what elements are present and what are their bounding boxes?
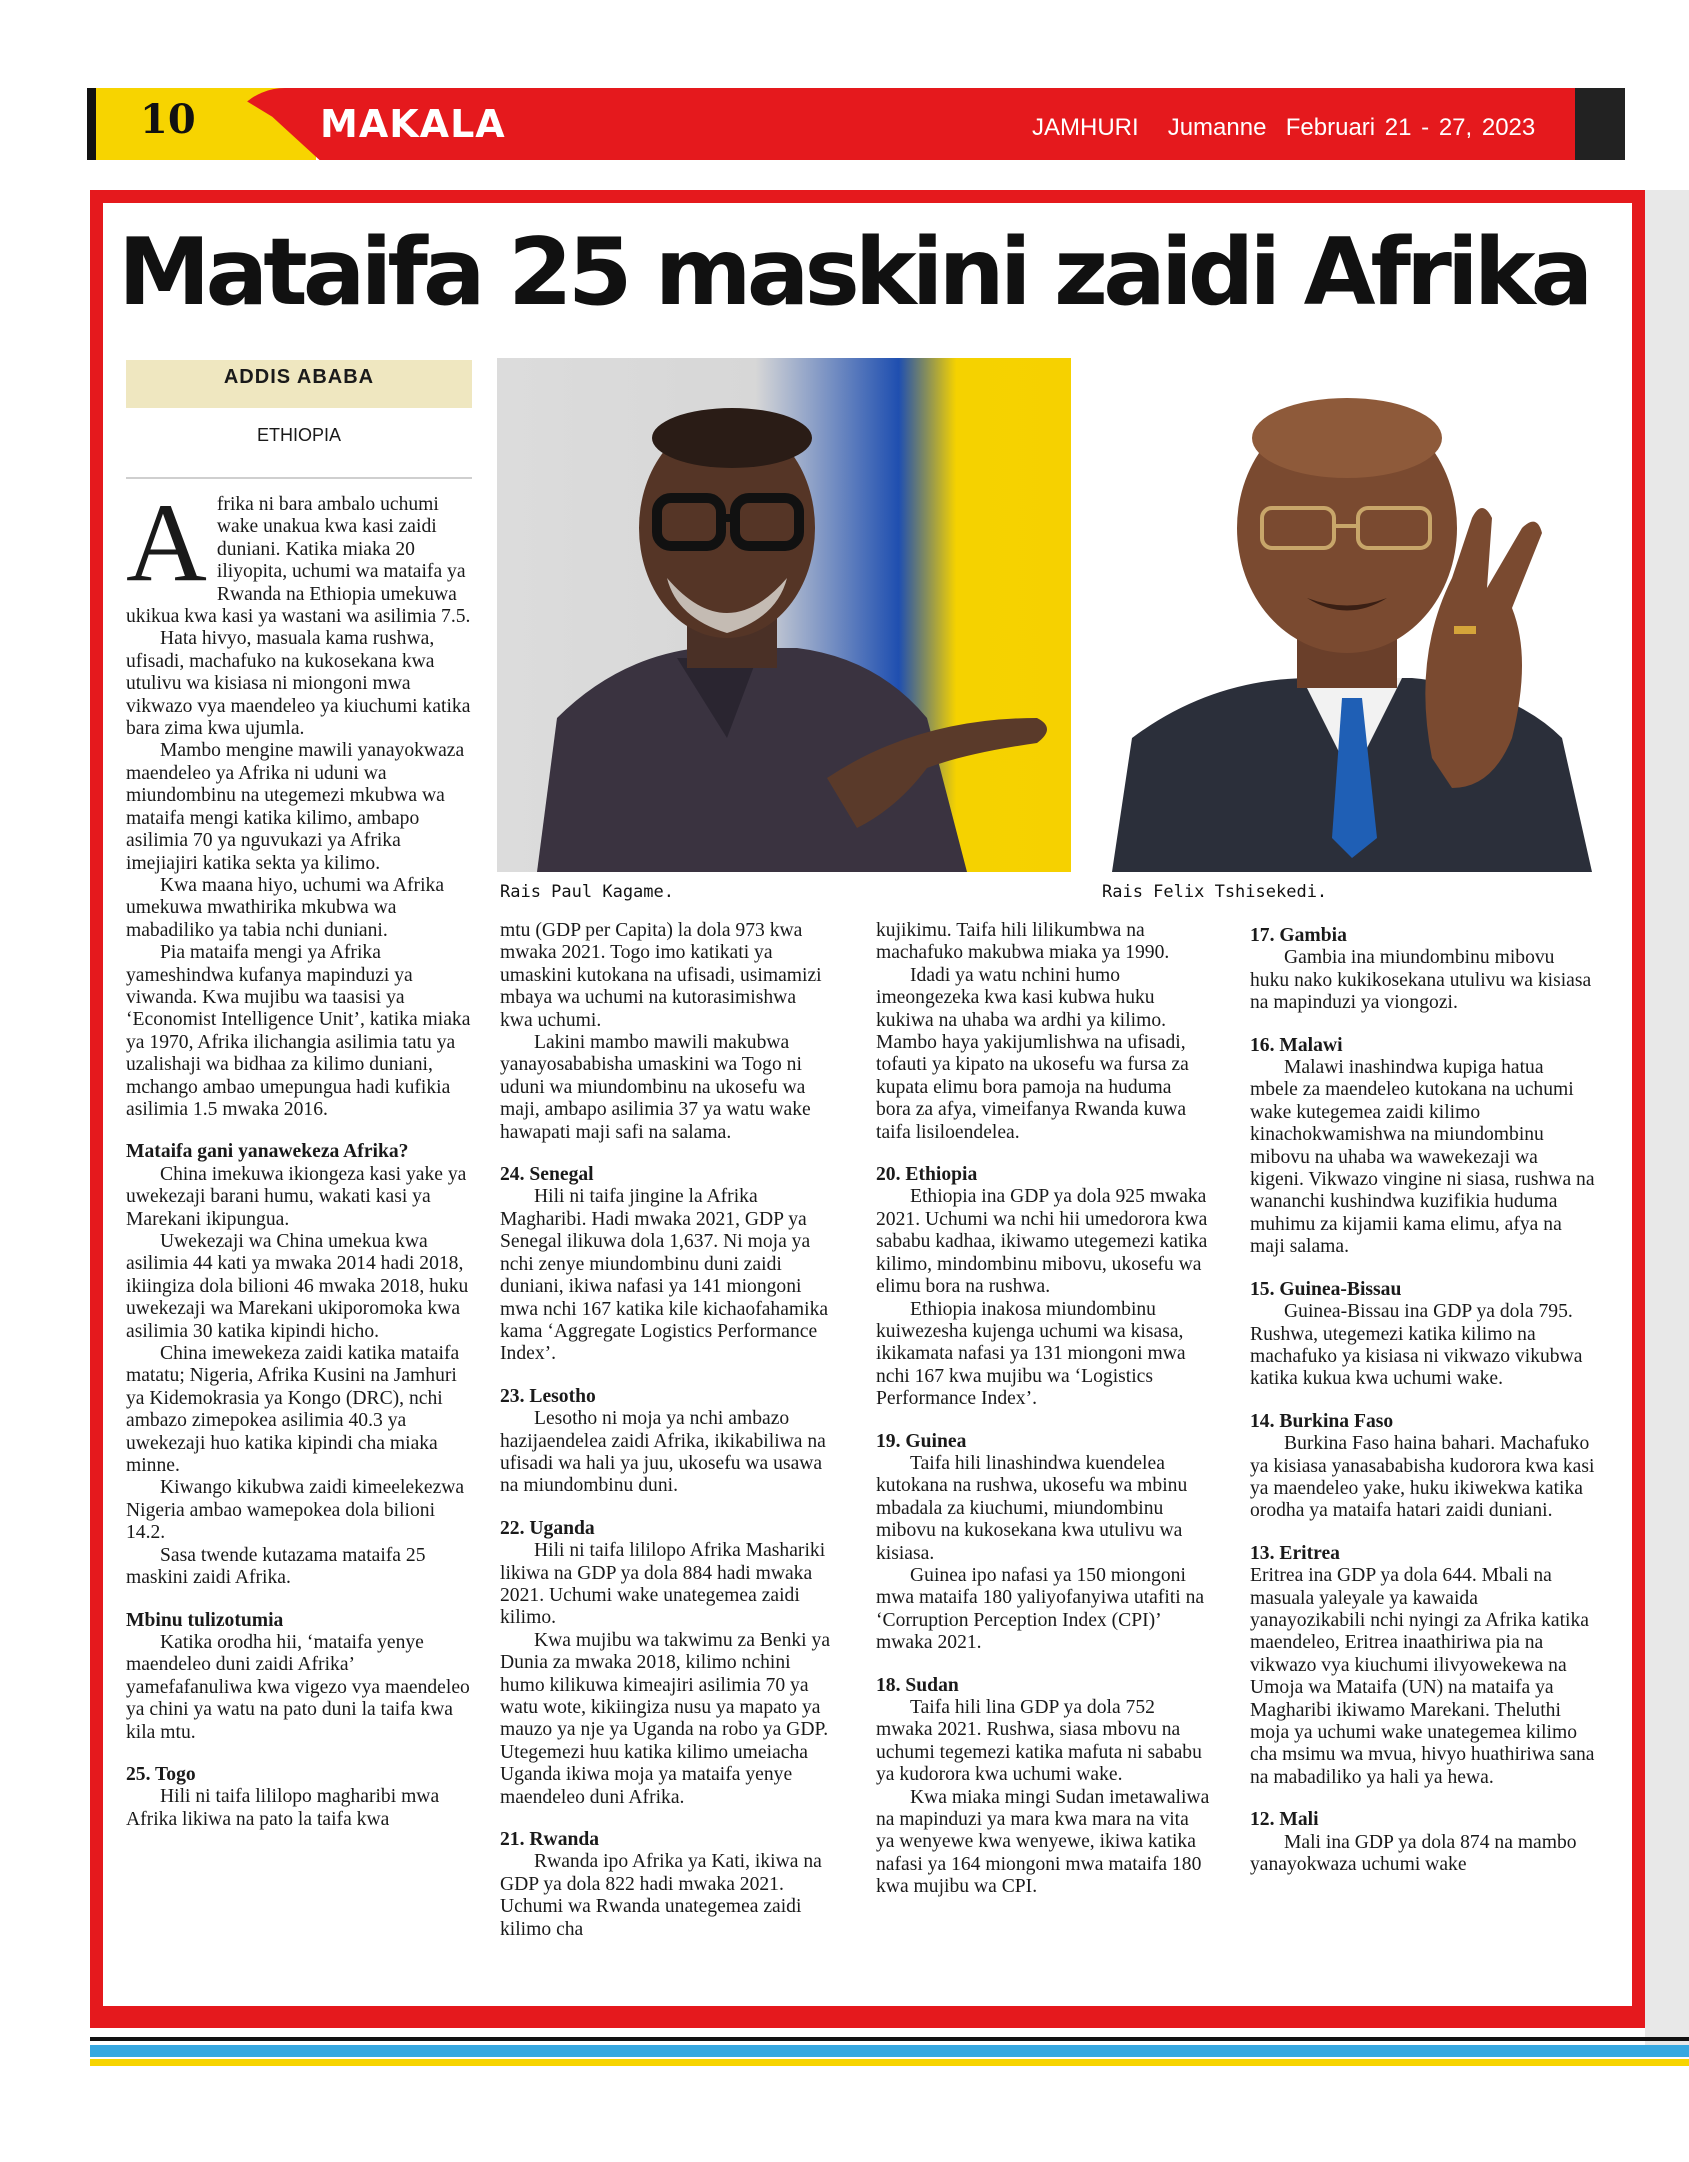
subheading: Mataifa gani yanawekeza Afrika?	[126, 1141, 409, 1163]
headline: Mataifa 25 maskini zaidi Afrika	[118, 218, 1589, 326]
issue-day: Jumanne	[1167, 114, 1267, 141]
subheading: 12. Mali	[1250, 1809, 1319, 1831]
paragraph: Hili ni taifa jingine la Afrika Magharibi. Hadi mwaka 2021, GDP ya Senegal ilikuwa dola 1,637. Ni moja ya nchi zenye miundombinu duni zaidi duniani, ikiwa nafasi ya 141 miongoni mwa nchi 167 katika kile kichaofahamika kama ‘Aggregate Logistics Performance Index’.	[500, 1186, 829, 1365]
paragraph: Gambia ina miundombinu mibovu huku nako kukikosekana utulivu wa kisiasa na mapinduzi ya viongozi.	[1250, 947, 1592, 1014]
article-column-2	[500, 920, 830, 1941]
page-edge	[1645, 190, 1689, 2050]
paragraph: frika ni bara ambalo uchumi wake unakua kwa kasi zaidi duniani. Katika miaka 20 iliyopita, uchumi wa mataifa ya Rwanda na Ethiopia umekuwa ukikua kwa kasi ya wastani wa asilimia 7.5.	[126, 494, 471, 628]
paragraph: Kwa mujibu wa takwimu za Benki ya Dunia za mwaka 2018, kilimo nchini humo kilikuwa kimeajiri asilimia 70 ya watu wote, kikiingiza nusu ya mapato ya mauzo ya nje ya Uganda na robo ya GDP. Utegemezi huu katika kilimo umeiacha Uganda ikiwa moja ya mataifa yenye maendeleo duni Afrika.	[500, 1629, 831, 1808]
issue-dates: Februari 21 - 27, 2023	[1285, 114, 1536, 141]
article-column-4	[1250, 925, 1596, 1876]
paragraph: Taifa hili linashindwa kuendelea kutokana na rushwa, ukosefu wa mbinu mbadala za kiuchumi, miundombinu mibovu na kukosekana kwa utulivu wa kisiasa.	[876, 1452, 1188, 1564]
paragraph: China imewekeza zaidi katika mataifa matatu; Nigeria, Afrika Kusini na Jamhuri ya Kidemokrasia ya Kongo (DRC), nchi ambazo zimepokea asilimia 40.3 ya uwekezaji huo katika kipindi cha miaka minne.	[126, 1343, 460, 1477]
portrait-tshisekedi-graphic	[1092, 358, 1616, 872]
portrait-kagame-graphic	[497, 358, 1071, 872]
paragraph: Kwa miaka mingi Sudan imetawaliwa na mapinduzi ya mara kwa mara na vita ya wenyewe kwa wenyewe, ikiwa katika nafasi ya 164 miongoni mwa mataifa 180 kwa mujibu wa CPI.	[876, 1786, 1210, 1898]
paragraph: Mambo mengine mawili yanayokwaza maendeleo ya Afrika ni uduni wa miundombinu na utegemezi mkubwa wa mataifa mengi katika kilimo, ambapo asilimia 70 ya nguvukazi ya Afrika imejiajiri katika sekta ya kilimo.	[126, 740, 465, 874]
paragraph: Eritrea ina GDP ya dola 644. Mbali na masuala yaleyale ya kawaida yanayozikabili nchi nyingi za Afrika katika maendeleo, Eritrea inaathiriwa pia na vikwazo vya kiuchumi ilivyowekewa na Umoja wa Mataifa (UN) na mataifa ya Magharibi ikiwamo Marekani. Theluthi moja ya uchumi wake unategemea kilimo cha msimu wa mvua, hivyo huathiriwa sana na mabadiliko ya hali ya hewa.	[1250, 1565, 1595, 1788]
paragraph: Kiwango kikubwa zaidi kimeelekezwa Nigeria ambao wamepokea dola bilioni 14.2.	[126, 1477, 465, 1544]
subheading: 15. Guinea-Bissau	[1250, 1278, 1402, 1300]
subheading: 16. Malawi	[1250, 1034, 1343, 1056]
paragraph: Lesotho ni moja ya nchi ambazo hazijaendelea zaidi Afrika, ikikabiliwa na ufisadi wa hali ya juu, ukosefu wa usawa na miundombinu duni.	[500, 1408, 826, 1497]
subheading: 18. Sudan	[876, 1674, 959, 1696]
subheading: 22. Uganda	[500, 1517, 595, 1539]
paragraph: Katika orodha hii, ‘mataifa yenye maendeleo duni zaidi Afrika’ yamefafanuliwa kwa vigezo vya maendeleo ya chini ya watu na pato duni la taifa kwa kila mtu.	[126, 1631, 470, 1743]
paragraph: Hili ni taifa lililopo magharibi mwa Afrika likiwa na pato la taifa kwa	[126, 1786, 440, 1830]
footer-rule-blue	[90, 2045, 1689, 2057]
paragraph: mtu (GDP per Capita) la dola 973 kwa mwaka 2021. Togo imo katikati ya umaskini kutokana na ufisadi, usimamizi mbaya wa uchumi na kutorasimishwa kwa uchumi.	[500, 920, 822, 1031]
publication-name: JAMHURI	[1032, 114, 1139, 141]
paragraph: Pia mataifa mengi ya Afrika yameshindwa kufanya mapinduzi ya viwanda. Kwa mujibu wa taasisi ya ‘Economist Intelligence Unit’, katika miaka ya 1970, Afrika ilichangia asilimia tatu ya uzalishaji wa bidhaa za kilimo duniani, mchango ambao umepungua hadi kufikia asilimia 1.5 mwaka 2016.	[126, 942, 471, 1120]
subheading: 25. Togo	[126, 1763, 196, 1785]
paragraph: Rwanda ipo Afrika ya Kati, ikiwa na GDP ya dola 822 hadi mwaka 2021. Uchumi wa Rwanda unategemea zaidi kilimo cha	[500, 1851, 822, 1940]
paragraph: China imekuwa ikiongeza kasi yake ya uwekezaji barani humu, wakati kasi ya Marekani ikipungua.	[126, 1163, 467, 1230]
footer-rule-black	[90, 2037, 1689, 2041]
byline-city: ADDIS ABABA	[223, 366, 375, 388]
byline-rule	[126, 477, 472, 479]
paragraph: Mali ina GDP ya dola 874 na mambo yanayokwaza uchumi wake	[1250, 1831, 1577, 1876]
subheading: 19. Guinea	[876, 1430, 967, 1452]
subheading: 13. Eritrea	[1250, 1542, 1340, 1564]
subheading: 24. Senegal	[500, 1164, 594, 1186]
byline-country: ETHIOPIA	[256, 425, 341, 445]
paragraph: Guinea ipo nafasi ya 150 miongoni mwa mataifa 180 yaliyofanyiwa utafiti na ‘Corruption Perception Index (CPI)’ mwaka 2021.	[876, 1564, 1205, 1654]
paragraph: Lakini mambo mawili makubwa yanayosababisha umaskini wa Togo ni uduni wa miundombinu na ukosefu wa maji, ambapo asilimia 37 ya watu wake hawapati maji safi na salama.	[500, 1032, 811, 1143]
paragraph: Ethiopia ina GDP ya dola 925 mwaka 2021. Uchumi wa nchi hii umedorora kwa sababu kadhaa, ikiwamo utegemezi katika kilimo, mindombinu mibovu, ukosefu wa elimu bora na rushwa.	[876, 1186, 1208, 1298]
subheading: 20. Ethiopia	[876, 1164, 978, 1186]
footer-rule-yellow	[90, 2059, 1689, 2066]
paragraph: kujikimu. Taifa hili lilikumbwa na machafuko makubwa miaka ya 1990.	[876, 920, 1170, 964]
paragraph: Hili ni taifa lililopo Afrika Mashariki likiwa na GDP ya dola 884 hadi mwaka 2021. Uchumi wake unategemea zaidi kilimo.	[500, 1540, 826, 1629]
paragraph: Taifa hili lina GDP ya dola 752 mwaka 2021. Rushwa, siasa mbovu na uchumi tegemezi katika mafuta ni sababu ya kudorora kwa uchumi wake.	[876, 1697, 1202, 1786]
page-number: 10	[140, 96, 196, 143]
paragraph: Kwa maana hiyo, uchumi wa Afrika umekuwa mwathirika mkubwa wa mabadiliko ya tabia nchi duniani.	[126, 874, 445, 941]
subheading: Mbinu tulizotumia	[126, 1609, 284, 1631]
article-column-1	[126, 481, 472, 1831]
subheading: 21. Rwanda	[500, 1829, 600, 1851]
article-column-3	[876, 920, 1211, 1899]
paragraph: Malawi inashindwa kupiga hatua mbele za maendeleo kutokana na uchumi wake kutegemea zaidi kilimo kinachokwamishwa na miundombinu mibovu na uhaba wa wawekezaji wa kigeni. Vikwazo vingine ni siasa, rushwa na wananchi kushindwa kuzifikia huduma muhimu za kijamii kama elimu, afya na maji salama.	[1250, 1057, 1595, 1258]
paragraph: Hata hivyo, masuala kama rushwa, ufisadi, machafuko na kukosekana kwa utulivu wa kisiasa ni miongoni mwa vikwazo vya maendeleo ya kiuchumi katika bara zima kwa ujumla.	[126, 628, 471, 740]
photo-caption-tshisekedi: Rais Felix Tshisekedi.	[1102, 882, 1328, 902]
drop-cap: A	[126, 481, 207, 605]
header-left-bar	[87, 88, 96, 160]
header-right-bar	[1575, 88, 1625, 160]
subheading: 17. Gambia	[1250, 925, 1347, 946]
photo-caption-kagame: Rais Paul Kagame.	[500, 882, 674, 902]
photo-tshisekedi	[1092, 358, 1616, 872]
photo-kagame	[497, 358, 1071, 872]
paragraph: Ethiopia inakosa miundombinu kuiwezesha kujenga uchumi wa kisasa, ikikamata nafasi ya 131 miongoni mwa nchi 167 kwa mujibu wa ‘Logistics Performance Index’.	[876, 1298, 1186, 1410]
subheading: 23. Lesotho	[500, 1385, 596, 1407]
paragraph: Idadi ya watu nchini humo imeongezeka kwa kasi kubwa huku kukiwa na uhaba wa ardhi ya kilimo. Mambo haya yakijumlishwa na ufisadi, tofauti ya kipato na ukosefu wa fursa za kupata elimu bora pamoja na huduma bora za afya, vimeifanya Rwanda kuwa taifa lisiloendelea.	[876, 964, 1189, 1143]
paragraph: Guinea-Bissau ina GDP ya dola 795. Rushwa, utegemezi katika kilimo na machafuko ya kisiasa ni vikwazo vikubwa katika kukua kwa uchumi wake.	[1250, 1301, 1583, 1390]
issue-info	[1032, 114, 1535, 142]
paragraph: Sasa twende kutazama mataifa 25 maskini zaidi Afrika.	[126, 1544, 426, 1589]
paragraph: Uwekezaji wa China umekua kwa asilimia 44 kati ya mwaka 2014 hadi 2018, ikiingiza dola bilioni 46 mwaka 2018, huku uwekezaji wa Marekani ukiporomoka kwa asilimia 30 katika kipindi hicho.	[126, 1231, 469, 1342]
subheading: 14. Burkina Faso	[1250, 1410, 1394, 1432]
section-name: MAKALA	[320, 102, 506, 146]
paragraph: Burkina Faso haina bahari. Machafuko ya kisiasa yanasababisha kudorora kwa kasi ya maendeleo yake, huku ikiwekwa katika orodha ya mataifa hatari zaidi duniani.	[1250, 1433, 1595, 1522]
